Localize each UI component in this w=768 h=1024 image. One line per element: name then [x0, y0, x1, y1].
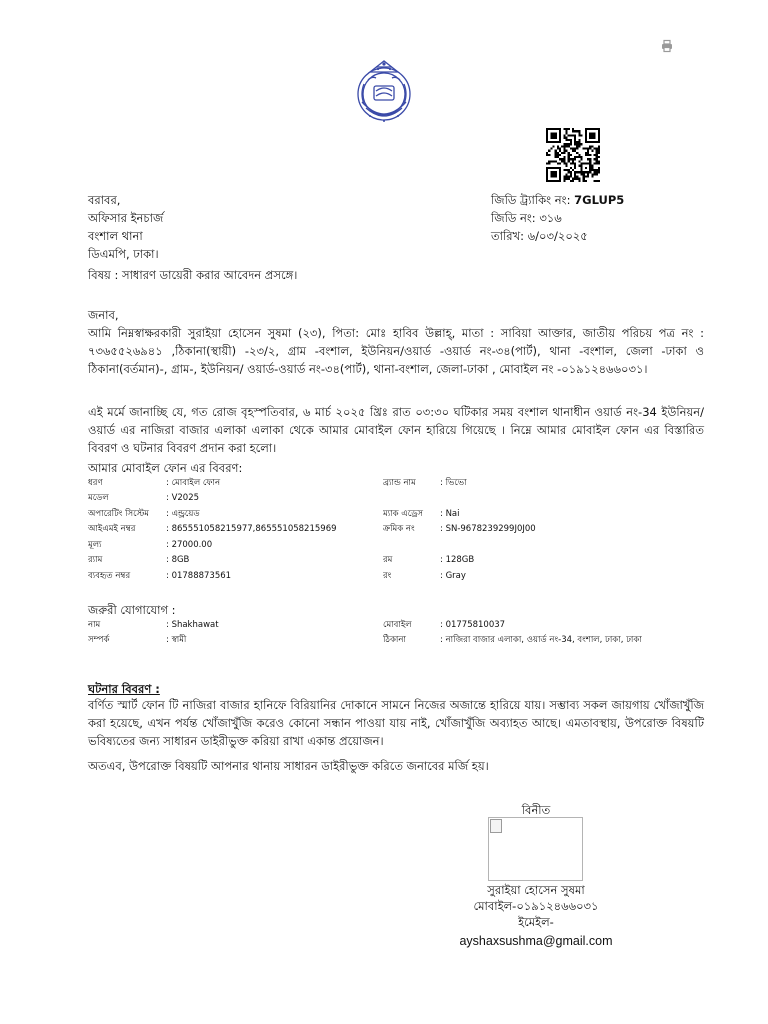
- emergency-contact-table: [88, 617, 648, 648]
- recipient-line: অফিসার ইনচার্জ: [88, 211, 164, 225]
- field-value: : ভিভো: [440, 477, 467, 488]
- incident-intro: এই মর্মে জানাচ্ছি যে, গত রোজ বৃহস্পতিবার, ৬ মার্চ ২০২৫ খ্রিঃ রাত ০৩:৩০ ঘটিকার সময় বংশাল থানাধীন ওয়ার্ড নং-34 ইউনিয়ন/ওয়ার্ড এর নাজিরা বাজার এলাকা এলাকা থেকে আমার মোবাইল ফোন হারিয়ে গিয়েছে । নিম্নে আমার মোবাইল ফোন এর বিস্তারিত বিবরণ ও ঘটনার বিবরণ প্রদান করা হলো।: [88, 405, 704, 455]
- field-value: : মোবাইল ফোন: [166, 477, 221, 488]
- table-row: [88, 553, 648, 569]
- field-value: : 01788873561: [166, 570, 232, 581]
- field-value: : 27000.00: [166, 539, 213, 550]
- gd-tracking: [491, 191, 624, 209]
- table-row: [88, 522, 648, 538]
- signature-image: [488, 817, 583, 881]
- recipient-line: বংশাল থানা: [88, 229, 143, 243]
- phone-details-table: [88, 475, 648, 584]
- recipient-address: [88, 191, 163, 263]
- signature-label: বিনীত: [521, 803, 551, 817]
- field-label: ব্র্যান্ড নাম: [383, 477, 416, 488]
- table-row: [88, 506, 648, 522]
- field-value: : SN-9678239299J0J00: [440, 524, 536, 535]
- phone-details-heading: আমার মোবাইল ফোন এর বিবরণ:: [88, 461, 243, 475]
- field-value: : V2025: [166, 493, 200, 504]
- printer-icon[interactable]: [660, 38, 674, 52]
- gd-tracking-code: 7GLUP5: [574, 193, 625, 207]
- field-value: : 865551058215977,865551058215969: [166, 524, 337, 535]
- field-label: [383, 537, 440, 553]
- broken-image-icon: [490, 819, 502, 833]
- qr-code-icon: [546, 128, 600, 182]
- field-value: : Nai: [440, 508, 460, 519]
- emergency-contact-heading: জরুরী যোগাযোগ :: [88, 603, 176, 617]
- recipient-line: বরাবর,: [88, 193, 121, 207]
- signer-mobile: মোবাইল-০১৯১২৪৬৬০৩১: [473, 899, 599, 913]
- field-label: ঠিকানা: [383, 635, 406, 646]
- field-label: অপারেটিং সিস্টেম: [88, 508, 150, 519]
- gd-date: তারিখ: ৬/০৩/২০২৫: [491, 229, 588, 243]
- gd-info: [491, 191, 624, 245]
- field-label: [383, 491, 440, 507]
- field-label: রম: [383, 555, 393, 566]
- field-label: ধরণ: [88, 477, 103, 488]
- signer-email[interactable]: ayshaxsushma@gmail.com: [459, 934, 613, 948]
- field-label: রং: [383, 570, 392, 581]
- gd-number: জিডি নং: ৩১৬: [491, 211, 562, 225]
- field-value: [440, 491, 648, 507]
- event-heading: ঘটনার বিবরণ :: [88, 682, 160, 696]
- field-label: মোবাইল: [383, 619, 412, 630]
- field-label: ক্রমিক নং: [383, 524, 415, 535]
- signer-email-label: ইমেইল-: [518, 915, 554, 929]
- table-row: [88, 617, 648, 633]
- field-value: [440, 537, 648, 553]
- subject-line: বিষয় : সাধারণ ডায়েরী করার আবেদন প্রসঙ্গে।: [88, 268, 298, 282]
- signer-name: সুরাইয়া হোসেন সুষমা: [487, 883, 585, 897]
- table-row: [88, 633, 648, 649]
- table-row: [88, 475, 648, 491]
- field-label: সম্পর্ক: [88, 635, 110, 646]
- salutation: জনাব,: [88, 308, 119, 322]
- field-value: : এন্ড্রয়েড: [166, 508, 200, 519]
- field-label: ব্যবহৃত নম্বর: [88, 570, 131, 581]
- recipient-line: ডিএমপি, ঢাকা।: [88, 247, 159, 261]
- closing-request: অতএব, উপরোক্ত বিষয়টি আপনার থানায় সাধারন ডাইরীভুক্ত করিতে জনাবের মর্জি হয়।: [88, 759, 489, 773]
- field-value: : স্বামী: [166, 635, 187, 646]
- applicant-intro: আমি নিম্নস্বাক্ষরকারী সুরাইয়া হোসেন সুষমা (২৩), পিতা: মোঃ হাবিব উল্লাহ্‌, মাতা : সাবিয়া আক্তার, জাতীয় পরিচয় পত্র নং : ৭৩৬৫৫২৬৯৪১ ,ঠিকানা(স্থায়ী) -২৩/২, গ্রাম -বংশাল, ইউনিয়ন/ওয়ার্ড -ওয়ার্ড নং-৩৪(পার্ট), থানা -বংশাল, জেলা -ঢাকা ও ঠিকানা(বর্তমান)-, গ্রাম-, ইউনিয়ন/ ওয়ার্ড-ওয়ার্ড নং-৩৪(পার্ট), থানা-বংশাল, জেলা-ঢাকা , মোবাইল নং -০১৯১২৪৬৬০৩১।: [88, 326, 704, 376]
- table-row: [88, 491, 648, 507]
- field-label: মডেল: [88, 493, 109, 504]
- gd-tracking-label: জিডি ট্র্যাকিং নং:: [491, 193, 571, 207]
- field-value: : Gray: [440, 570, 466, 581]
- event-description: বর্ণিত স্মার্ট ফোন টি নাজিরা বাজার হানিফে বিরিয়ানির দোকানে সামনে নিজের অজান্তে হারিয়ে যায়। সম্ভাব্য সকল জায়গায় খোঁজাখুঁজি করা হয়েছে, এখন পর্যন্ত খোঁজাখুঁজি করেও কোনো সন্ধান পাওয়া যায় নাই, খোঁজাখুঁজি অব্যাহত আছে। এমতাবস্থায়, উপরোক্ত বিষয়টি ভবিষ্যতের জন্য সাধারন ডাইরীভুক্ত করিয়া রাখা একান্ত প্রয়োজন।: [88, 698, 704, 748]
- field-value: : Shakhawat: [166, 619, 219, 630]
- field-value: : 128GB: [440, 555, 475, 566]
- field-label: র‍্যাম: [88, 555, 103, 566]
- field-label: নাম: [88, 619, 101, 630]
- field-label: আইএমই নম্বর: [88, 524, 136, 535]
- field-value: : 8GB: [166, 555, 190, 566]
- field-label: ম্যাক এড্রেস: [383, 508, 424, 519]
- field-value: : নাজিরা বাজার এলাকা, ওয়ার্ড নং-34, বংশাল, ঢাকা, ঢাকা: [440, 635, 642, 646]
- table-row: [88, 537, 648, 553]
- field-label: মূল্য: [88, 539, 102, 550]
- police-emblem-icon: [350, 58, 418, 128]
- table-row: [88, 568, 648, 584]
- field-value: : 01775810037: [440, 619, 506, 630]
